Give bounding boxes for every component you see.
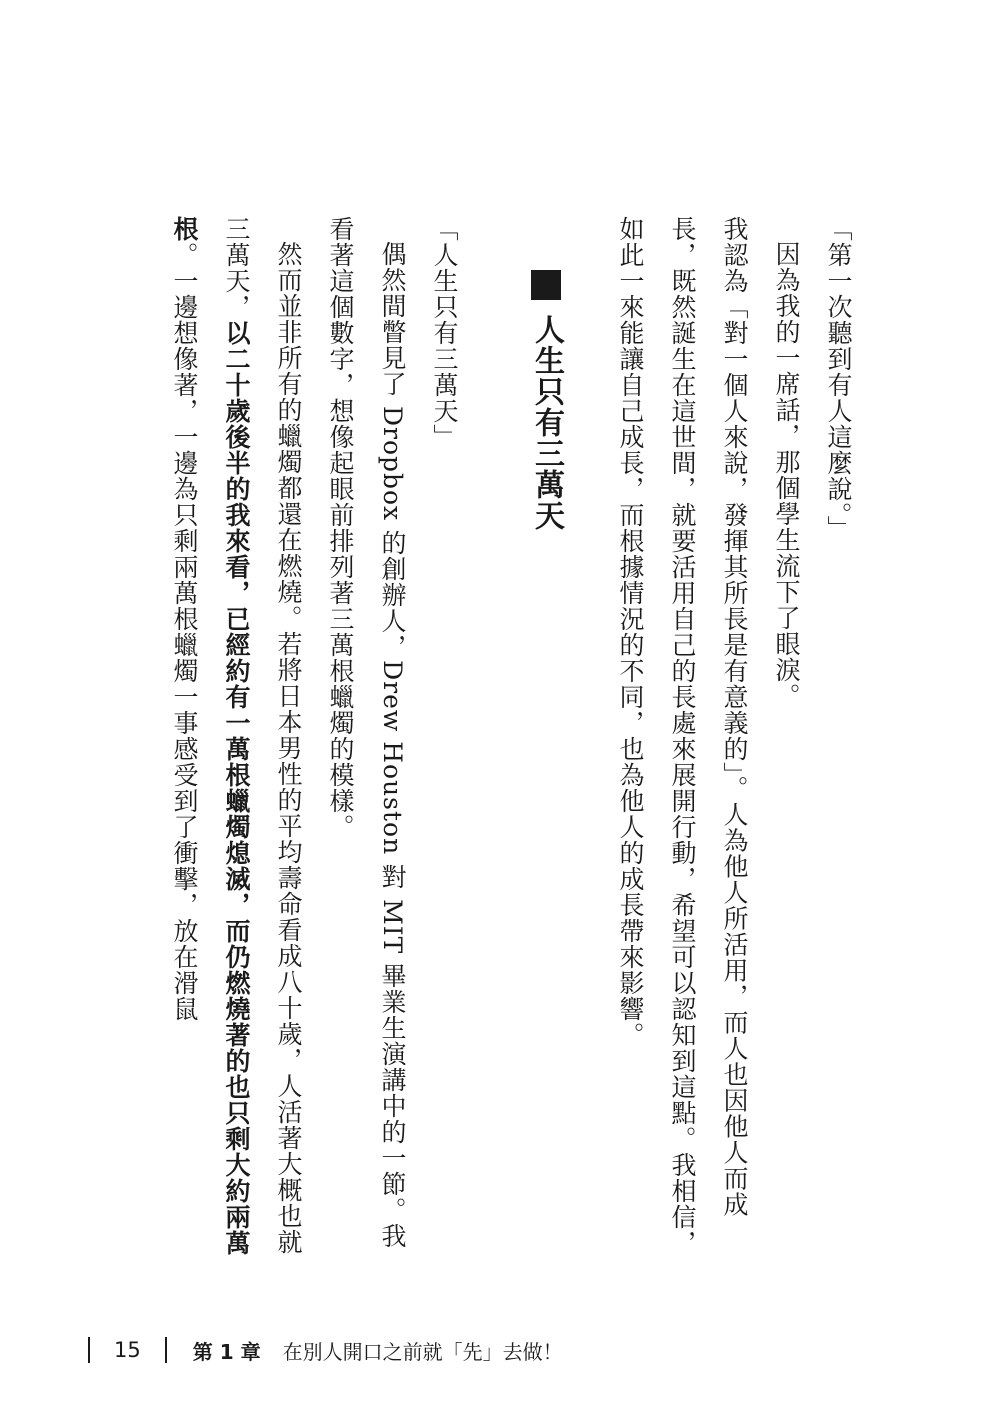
page-footer <box>88 1330 563 1370</box>
chapter-title: 在別人開口之前就「先」去做！ <box>282 1339 563 1364</box>
vertical-text-body <box>158 216 864 1256</box>
candles-text-bold: 以二十歲後半的我來看，已經約有一萬根蠟燭熄滅，而仍燃燒著的也只剩大約兩萬根 <box>170 216 251 1256</box>
paragraph-dropbox-speech: 偶然間瞥見了 Dropbox 的創辦人，Drew Houston 對 MIT 畢業生演講中的一節。我看著這個數字，想像起眼前排列著三萬根蠟燭的模樣。 <box>326 216 407 1250</box>
footer-divider-right <box>165 1337 167 1363</box>
square-bullet-icon <box>531 270 561 300</box>
section-heading <box>520 216 572 1256</box>
candles-text-start: 然而並非所有的蠟燭都還在燃燒。若將日本男性的平均壽命看成八十歲，人活著大概也就三萬天， <box>222 216 303 1255</box>
chapter-label: 第 1 章 <box>192 1339 261 1364</box>
section-heading-text: 人生只有三萬天 <box>529 314 564 531</box>
page-number: 15 <box>114 1338 141 1362</box>
candles-text-end: 。一邊想像著，一邊為只剩兩萬根蠟燭一事感受到了衝擊，放在滑鼠 <box>170 242 199 1022</box>
paragraph-candles <box>158 216 314 1256</box>
paragraph-quote-30000-days: 「人生只有三萬天」 <box>430 216 459 450</box>
paragraph-quote-first-time: 「第一次聽到有人這麼說。」 <box>824 216 853 542</box>
footer-divider-left <box>88 1337 90 1363</box>
paragraph-meaning-of-strengths: 我認為「對一個人來說，發揮其所長是有意義的」。人為他人所活用，而人也因他人而成長，既然誕生在這世間，就要活用自己的長處來展開行動，希望可以認知到這點。我相信，如此一來能讓自己成長，而根據情況的不同，也為他人的成長帶來影響。 <box>616 216 749 1256</box>
paragraph-student-tears: 因為我的一席話，那個學生流下了眼淚。 <box>772 241 801 709</box>
